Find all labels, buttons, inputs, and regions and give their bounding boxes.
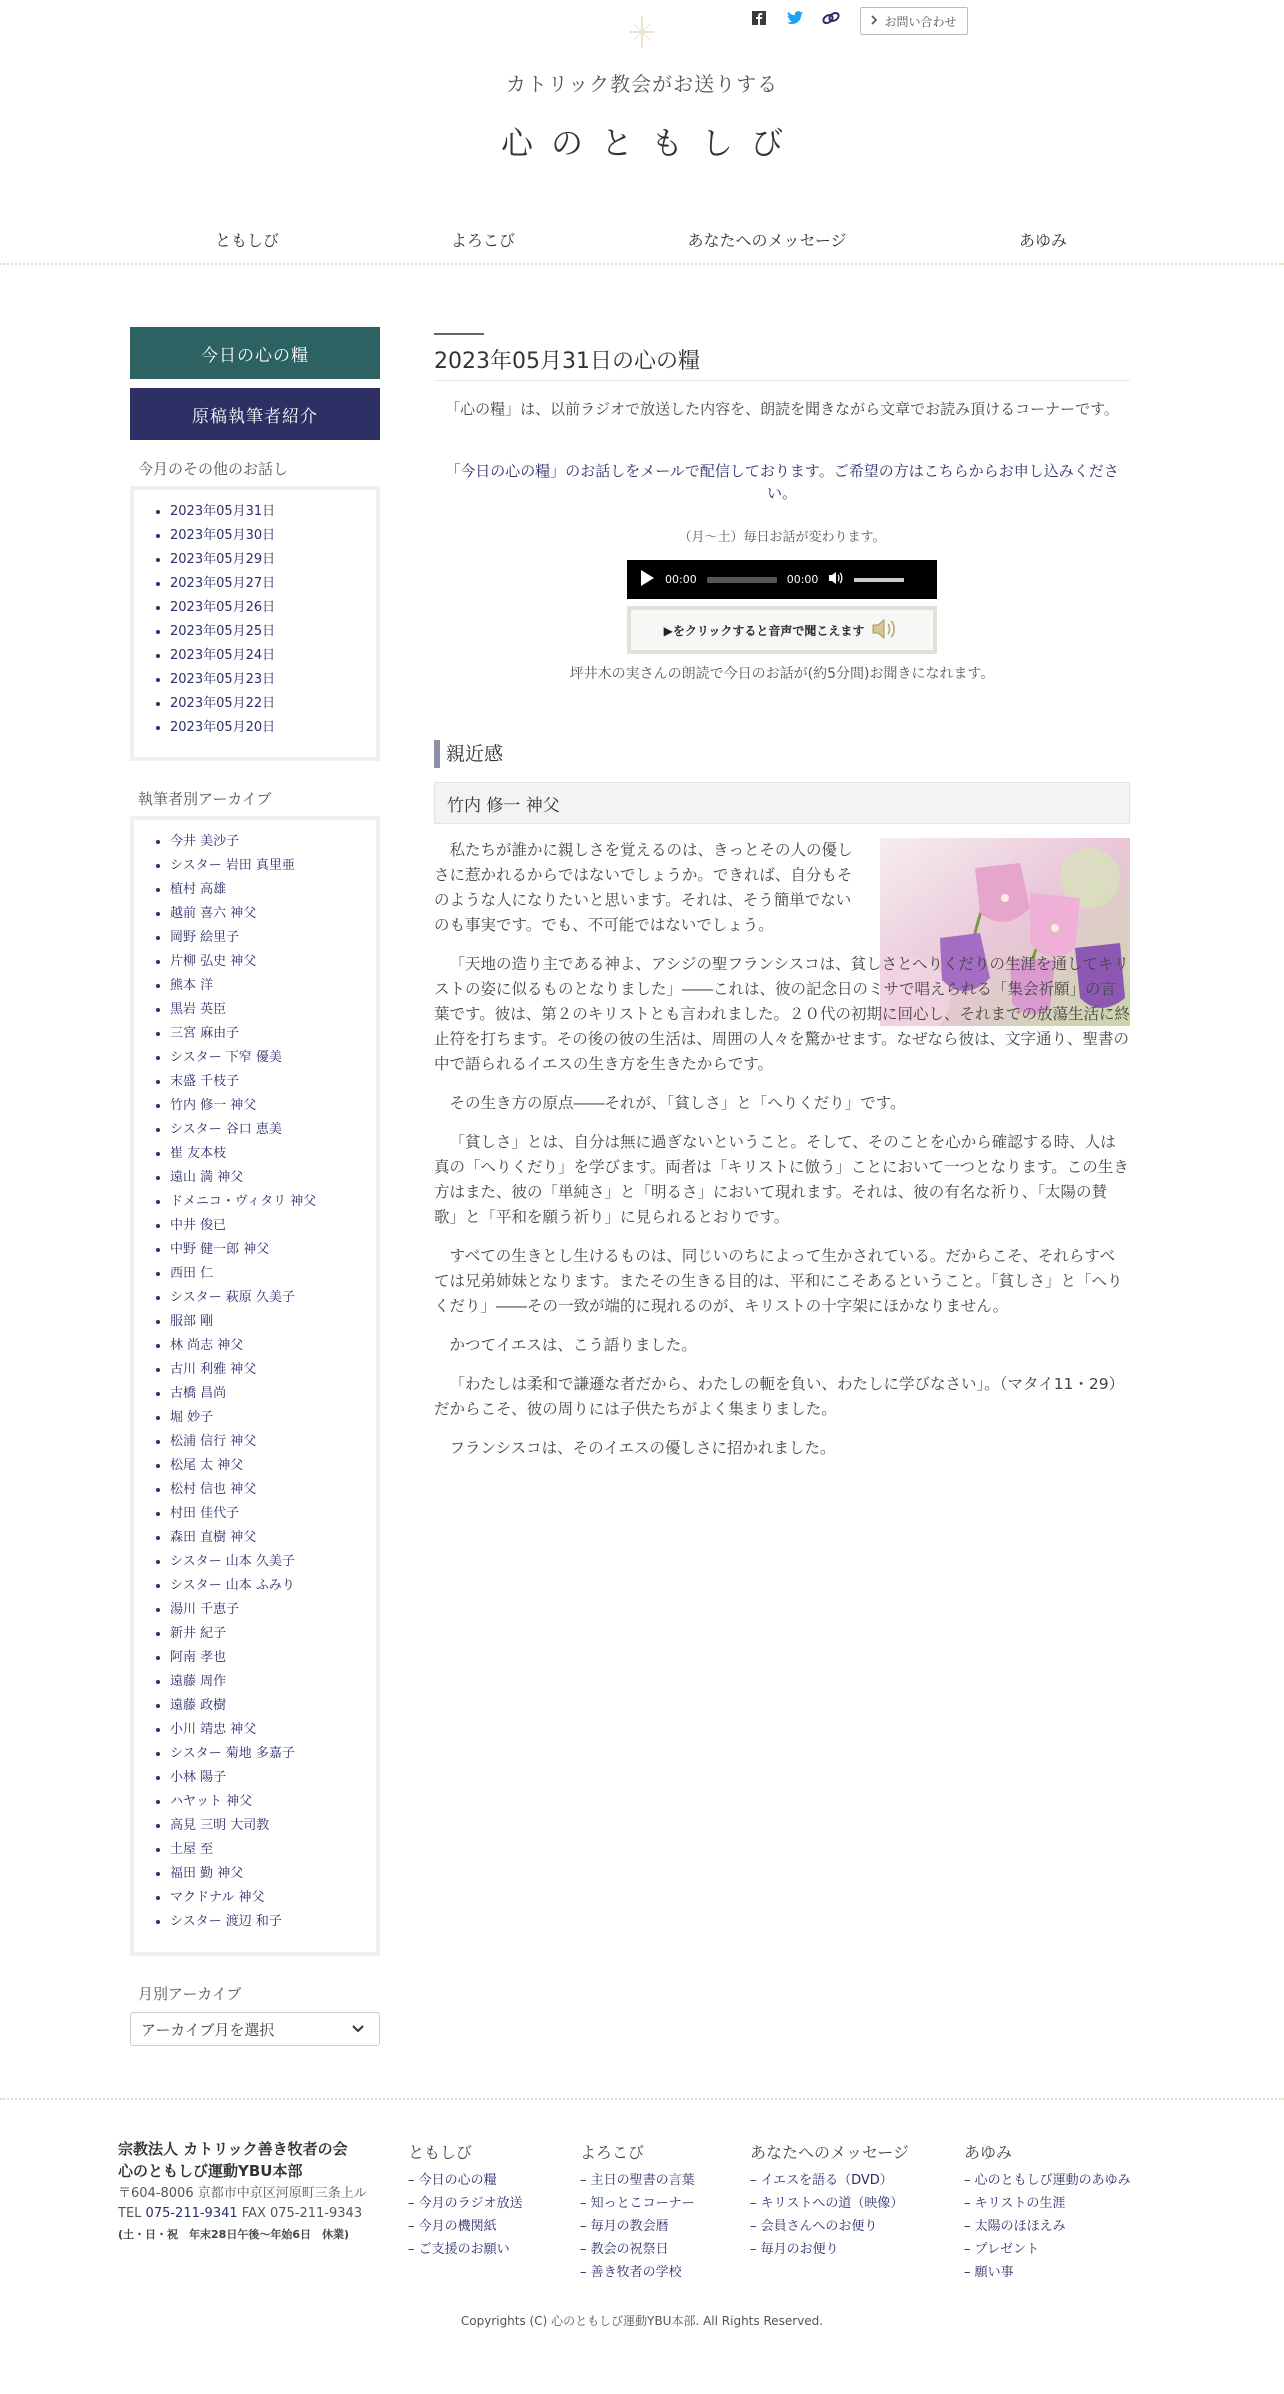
author-link[interactable]: • シスター 渡辺 和子 (170, 1910, 376, 1934)
paragraph: 「わたしは柔和で謙遜な者だから、わたしの軛を負い、わたしに学びなさい」。（マタイ11・29）だからこそ、彼の周りには子供たちがよく集まりました。 (434, 1375, 1125, 1418)
month-select-value: アーカイブ月を選択 (141, 2020, 275, 2039)
author-link[interactable]: • 中井 俊已 (170, 1214, 376, 1238)
author-link[interactable]: • 松村 信也 神父 (170, 1478, 376, 1502)
link-icon[interactable] (822, 9, 840, 27)
paragraph: フランシスコは、そのイエスの優しさに招かれました。 (449, 1439, 836, 1457)
business-hours: (土・日・祝 年末28日午後～年始6日 休業) (118, 2228, 350, 2241)
author-link[interactable]: • ドメニコ・ヴィタリ 神父 (170, 1190, 376, 1214)
author-link[interactable]: • 遠藤 政樹 (170, 1694, 376, 1718)
author-link[interactable]: • シスター 菊地 多嘉子 (170, 1742, 376, 1766)
author-link[interactable]: • 越前 喜六 神父 (170, 902, 376, 926)
site-tagline: カトリック教会がお送りする (505, 72, 779, 96)
author-link[interactable]: • 三宮 麻由子 (170, 1022, 376, 1046)
today-kokoro-button[interactable]: 今日の心の糧 (130, 327, 380, 379)
current-time: 00:00 (665, 573, 697, 586)
mail-signup-link[interactable]: 「今日の心の糧」のお話しをメールで配信しております。ご希望の方はこちらからお申し込みください。 (445, 462, 1119, 502)
date-link[interactable]: • 2023年05月23日 (170, 668, 376, 692)
footer-link[interactable]: – プレゼント (964, 2238, 1131, 2261)
author-link[interactable]: • 熊本 洋 (170, 974, 376, 998)
footer-link[interactable]: – 毎月のお便り (750, 2238, 909, 2261)
global-nav (0, 222, 1284, 262)
author-link[interactable]: • 小川 靖忠 神父 (170, 1718, 376, 1742)
footer-col-heading[interactable]: あなたへのメッセージ (750, 2143, 910, 2162)
paragraph: 「貧しさ」とは、自分は無に過ぎないということ。そして、そのことを心から確認する時、人は真の「へりくだり」を学びます。両者は「キリストに倣う」ことにおいて一つとなります。この生き方はまた、彼の「単純さ」と「明るさ」において現れます。それは、彼の有名な祈り、「太陽の賛歌」と「平和を願う祈り」に見られるとおりです。 (434, 1133, 1129, 1226)
duration-time: 00:00 (786, 573, 819, 586)
author-list (134, 820, 376, 1944)
author-name: 竹内 修一 神父 (434, 782, 1130, 824)
cross-star-ornament (628, 12, 656, 52)
author-link[interactable]: • シスター 山本 ふみり (170, 1574, 376, 1598)
social-links (750, 9, 840, 27)
fax: FAX 075-211-9343 (241, 2206, 363, 2221)
volume-icon[interactable] (828, 571, 844, 588)
author-link[interactable]: • 堀 妙子 (170, 1406, 376, 1430)
copyright: Copyrights (C) 心のともしび運動YBU本部. All Rights Reserved. (460, 2314, 824, 2328)
footer-link[interactable]: – 善き牧者の学校 (580, 2261, 695, 2284)
intro-text: 「心の糧」は、以前ラジオで放送した内容を、朗読を聞きながら文章でお読み頂けるコーナーです。 (445, 400, 1119, 418)
footer-link[interactable]: – 太陽のほほえみ (964, 2215, 1131, 2238)
title-accent-rule (434, 333, 484, 335)
volume-slider[interactable] (854, 578, 904, 582)
author-link[interactable]: • マクドナル 神父 (170, 1886, 376, 1910)
reader-note: 坪井木の実さんの朗読で今日のお話が(約5分間)お聞きになれます。 (569, 666, 995, 682)
nav-item-tomoshibi[interactable]: ともしび (214, 231, 280, 250)
date-link[interactable]: • 2023年05月22日 (170, 692, 376, 716)
section-title: 親近感 (434, 740, 503, 768)
title-divider (434, 380, 1130, 381)
date-link[interactable]: • 2023年05月31日 (170, 500, 376, 524)
footer-link[interactable]: – 会員さんへのお便り (750, 2215, 909, 2238)
footer-link[interactable]: – 今月のラジオ放送 (408, 2192, 523, 2215)
author-archive-heading: 執筆者別アーカイブ (138, 790, 272, 808)
speaker-icon (870, 617, 900, 644)
author-link[interactable]: • 古橋 昌尚 (170, 1382, 376, 1406)
listen-label: ▶をクリックすると音声で聞こえます (663, 623, 865, 638)
date-link[interactable]: • 2023年05月27日 (170, 572, 376, 596)
author-link[interactable]: • 遠山 満 神父 (170, 1166, 376, 1190)
paragraph: かつてイエスは、こう語りました。 (449, 1336, 697, 1354)
author-link[interactable]: • 高見 三明 大司教 (170, 1814, 376, 1838)
twitter-icon[interactable] (786, 9, 804, 27)
author-link[interactable]: • 植村 高雄 (170, 878, 376, 902)
listen-audio-button[interactable] (627, 606, 937, 654)
date-link[interactable]: • 2023年05月24日 (170, 644, 376, 668)
paragraph: その生き方の原点――それが、「貧しさ」と「へりくだり」です。 (449, 1094, 906, 1112)
paragraph: すべての生きとし生けるものは、同じいのちによって生かされている。だからこそ、それらすべては兄弟姉妹となります。またその生きる目的は、平和にこそあるということ。「貧しさ」と「へりくだり」――その一致が端的に現れるのが、キリストの十字架にほかなりません。 (434, 1247, 1123, 1315)
footer-link[interactable]: – 心のともしび運動のあゆみ (964, 2169, 1131, 2192)
nav-item-ayumi[interactable]: あゆみ (1018, 231, 1068, 250)
author-link[interactable]: • 西田 仁 (170, 1262, 376, 1286)
other-stories-box (130, 486, 380, 761)
page-title: 2023年05月31日の心の糧 (434, 349, 700, 374)
footer-link[interactable]: – キリストの生涯 (964, 2192, 1131, 2215)
facebook-icon[interactable] (750, 9, 768, 27)
author-link[interactable]: • 岡野 絵里子 (170, 926, 376, 950)
footer-link[interactable]: – 教会の祝祭日 (580, 2238, 695, 2261)
play-icon[interactable] (639, 569, 655, 590)
author-link[interactable]: • シスター 岩田 真里亜 (170, 854, 376, 878)
footer-link[interactable]: – 主日の聖書の言葉 (580, 2169, 695, 2192)
schedule-note: （月～土）毎日お話が変わります。 (678, 530, 886, 545)
author-link[interactable]: • シスター 萩原 久美子 (170, 1286, 376, 1310)
site-title[interactable]: 心のともしび (500, 124, 801, 162)
date-list (134, 490, 376, 750)
author-link[interactable]: • 松尾 太 神父 (170, 1454, 376, 1478)
seek-bar[interactable] (707, 577, 777, 583)
author-link[interactable]: • 福田 勤 神父 (170, 1862, 376, 1886)
author-link[interactable]: • 村田 佳代子 (170, 1502, 376, 1526)
author-link[interactable]: • 森田 直樹 神父 (170, 1526, 376, 1550)
footer-col-heading[interactable]: あゆみ (964, 2143, 1013, 2162)
org-sub-name: 心のともしび運動YBU本部 (118, 2162, 303, 2180)
footer-divider (0, 2098, 1284, 2100)
paragraph: 「天地の造り主である神よ、アシジの聖フランシスコは、貧しさとへりくだりの生涯を通してキリストの姿に似るものとなりました」――これは、彼の記念日のミサで唱えられる「集会祈願」の言葉です。彼は、第２のキリストとも言われました。２０代の初期に回心し、それまでの放蕩生活に終止符を打ちます。その後の彼の生活は、周囲の人々を驚かせます。なぜなら彼は、文字通り、聖書の中で語られるイエスの生き方を生きたからです。 (434, 955, 1130, 1073)
contact-label: お問い合わせ (884, 14, 957, 29)
article-body (434, 838, 1130, 1475)
footer-link[interactable]: – 毎月の教会暦 (580, 2215, 695, 2238)
footer-link[interactable]: – 今月の機関紙 (408, 2215, 523, 2238)
author-link[interactable]: • 今井 美沙子 (170, 830, 376, 854)
date-link[interactable]: • 2023年05月30日 (170, 524, 376, 548)
date-link[interactable]: • 2023年05月20日 (170, 716, 376, 740)
footer-col-ayumi (964, 2140, 1131, 2284)
month-archive-select[interactable] (130, 2012, 380, 2046)
writers-intro-button[interactable]: 原稿執筆者紹介 (130, 388, 380, 440)
author-link[interactable]: • 黒岩 英臣 (170, 998, 376, 1022)
author-link[interactable]: • 遠藤 周作 (170, 1670, 376, 1694)
chevron-down-icon (351, 2022, 365, 2036)
footer-link[interactable]: – キリストへの道（映像） (750, 2192, 909, 2215)
author-link[interactable]: • 小林 陽子 (170, 1766, 376, 1790)
author-link[interactable]: • 服部 剛 (170, 1310, 376, 1334)
footer-organization (118, 2138, 348, 2182)
author-link[interactable]: • シスター 山本 久美子 (170, 1550, 376, 1574)
author-link[interactable]: • ハヤット 神父 (170, 1790, 376, 1814)
author-link[interactable]: • 林 尚志 神父 (170, 1334, 376, 1358)
date-link[interactable]: • 2023年05月26日 (170, 596, 376, 620)
month-archive-heading: 月別アーカイブ (138, 1985, 242, 2003)
footer-link[interactable]: – ご支援のお願い (408, 2238, 523, 2261)
address: 〒604-8006 京都市中京区河原町三条上ル (118, 2186, 367, 2201)
footer-col-heading[interactable]: ともしび (408, 2143, 473, 2162)
nav-divider (0, 263, 1284, 265)
date-link[interactable]: • 2023年05月25日 (170, 620, 376, 644)
author-link[interactable]: • 崔 友本枝 (170, 1142, 376, 1166)
author-archive-box (130, 816, 380, 1956)
author-link[interactable]: • 中野 健一郎 神父 (170, 1238, 376, 1262)
author-link[interactable]: • 湯川 千恵子 (170, 1598, 376, 1622)
tel-link[interactable]: 075-211-9341 (145, 2206, 238, 2221)
footer-col-heading[interactable]: よろこび (580, 2143, 645, 2162)
paragraph: 私たちが誰かに親しさを覚えるのは、きっとその人の優しさに惹かれるからではないでしょうか。できれば、自分もそのような人になりたいと思います。それは、そう簡単でないのも事実です。でも、不可能ではないでしょう。 (434, 841, 853, 934)
footer-link[interactable]: – イエスを語る（DVD） (750, 2169, 909, 2192)
author-link[interactable]: • 土屋 至 (170, 1838, 376, 1862)
nav-item-yorokobi[interactable]: よろこび (450, 231, 516, 250)
author-link[interactable]: • シスター 下窄 優美 (170, 1046, 376, 1070)
footer-col-tomoshibi (408, 2140, 523, 2261)
audio-player (627, 560, 937, 599)
tel-label: TEL (118, 2206, 142, 2221)
footer-col-message (750, 2140, 909, 2261)
author-link[interactable]: • シスター 谷口 恵美 (170, 1118, 376, 1142)
author-link[interactable]: • 竹内 修一 神父 (170, 1094, 376, 1118)
footer-link[interactable]: – 願い事 (964, 2261, 1131, 2284)
org-name: 宗教法人 カトリック善き牧者の会 (118, 2140, 348, 2158)
nav-item-message[interactable]: あなたへのメッセージ (687, 231, 847, 250)
footer-link[interactable]: – 今日の心の糧 (408, 2169, 523, 2192)
author-link[interactable]: • 新井 紀子 (170, 1622, 376, 1646)
other-stories-heading: 今月のその他のお話し (138, 460, 289, 478)
footer-address (118, 2184, 367, 2224)
author-link[interactable]: • 阿南 孝也 (170, 1646, 376, 1670)
contact-button[interactable] (860, 7, 968, 35)
footer-link[interactable]: – 知っとこコーナー (580, 2192, 695, 2215)
author-link[interactable]: • 松浦 信行 神父 (170, 1430, 376, 1454)
author-link[interactable]: • 古川 利雅 神父 (170, 1358, 376, 1382)
author-link[interactable]: • 片柳 弘史 神父 (170, 950, 376, 974)
author-link[interactable]: • 末盛 千枝子 (170, 1070, 376, 1094)
chevron-right-icon (871, 14, 878, 28)
footer-col-yorokobi (580, 2140, 695, 2284)
date-link[interactable]: • 2023年05月29日 (170, 548, 376, 572)
